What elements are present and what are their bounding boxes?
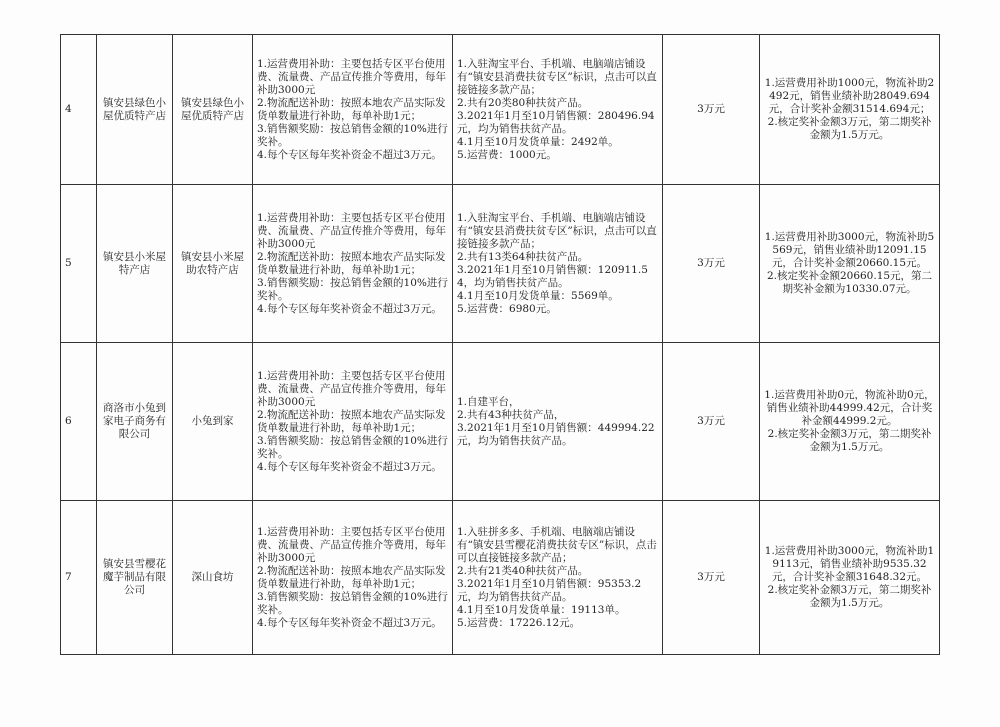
policy-text-line: 4.每个专区每年奖补资金不超过3万元。	[257, 616, 442, 629]
table-body	[61, 35, 940, 655]
table-row	[61, 501, 940, 655]
policy-text	[253, 501, 453, 655]
subsidy-amount: 3万元	[663, 343, 760, 501]
policy-text-line: 3.销售额奖励：按总销售金额的10%进行奖补。	[257, 434, 448, 460]
table-row	[61, 185, 940, 343]
shop-name: 深山食坊	[173, 501, 253, 655]
policy-text-line: 2.物流配送补助：按照本地农产品实际发货单数量进行补助，每单补助1元；	[257, 96, 446, 122]
operation-status-line: 3.2021年1月至10月销售额：95353.2元，均为销售扶贫产品。	[457, 577, 642, 603]
policy-text	[253, 35, 453, 185]
operation-status-line: 4.1月至10月发货单量：19113单。	[457, 603, 626, 616]
policy-text-line: 3.销售额奖励：按总销售金额的10%进行奖补。	[257, 590, 448, 616]
operation-status-line: 1.入驻淘宝平台、手机端、电脑端店铺设有“镇安县消费扶贫专区”标识，点击可以直接链接多款产品；	[457, 57, 657, 96]
subsidy-amount: 3万元	[663, 185, 760, 343]
operation-status-line: 3.2021年1月至10月销售额：120911.54，均为销售扶贫产品。	[457, 263, 648, 289]
policy-text-line: 2.物流配送补助：按照本地农产品实际发货单数量进行补助，每单补助1元；	[257, 408, 446, 434]
review-result-line: 2.核定奖补金额3万元，第二期奖补金额为1.5万元。	[767, 116, 932, 141]
row-number: 7	[61, 501, 97, 655]
review-result-line: 1.运营费用补助0元，物流补助0元，销售业绩补助44999.42元，合计奖补金额44999.2元。	[764, 389, 935, 427]
operation-status	[453, 343, 663, 501]
operation-status-line: 2.共有13类64种扶贫产品。	[457, 250, 589, 263]
row-number: 6	[61, 343, 97, 501]
policy-text	[253, 185, 453, 343]
policy-text	[253, 343, 453, 501]
row-number: 5	[61, 185, 97, 343]
policy-text-line: 4.每个专区每年奖补资金不超过3万元。	[257, 148, 442, 161]
policy-text-line: 4.每个专区每年奖补资金不超过3万元。	[257, 460, 442, 473]
operation-status-line: 1.入驻淘宝平台、手机端、电脑端店铺设有“镇安县消费扶贫专区”标识，点击可以直接链接多款产品；	[457, 211, 657, 250]
shop-name: 镇安县绿色小屋优质特产店	[173, 35, 253, 185]
policy-text-line: 2.物流配送补助：按照本地农产品实际发货单数量进行补助，每单补助1元；	[257, 564, 446, 590]
table-row	[61, 343, 940, 501]
policy-text-line: 2.物流配送补助：按照本地农产品实际发货单数量进行补助，每单补助1元；	[257, 250, 446, 276]
row-number: 4	[61, 35, 97, 185]
subsidy-table	[60, 34, 940, 655]
company-name: 镇安县小米屋特产店	[97, 185, 173, 343]
operation-status-line: 1.自建平台，	[457, 395, 520, 408]
review-result-line: 2.核定奖补金额3万元，第二期奖补金额为1.5万元。	[767, 584, 932, 609]
company-name: 镇安县雪樱花魔芋制品有限公司	[97, 501, 173, 655]
review-result-line: 1.运营费用补助3000元，物流补助5569元，销售业绩补助12091.15元，合计奖补金额20660.15元。	[764, 231, 935, 269]
policy-text-line: 3.销售额奖励：按总销售金额的10%进行奖补。	[257, 122, 448, 148]
company-name: 镇安县绿色小屋优质特产店	[97, 35, 173, 185]
operation-status-line: 2.共有20类80种扶贫产品。	[457, 96, 589, 109]
policy-text-line: 1.运营费用补助：主要包括专区平台使用费、流量费、产品宣传推介等费用，每年补助3000元	[257, 57, 446, 96]
review-result	[760, 185, 940, 343]
operation-status	[453, 185, 663, 343]
operation-status-line: 5.运营费：1000元。	[457, 148, 557, 161]
policy-text-line: 4.每个专区每年奖补资金不超过3万元。	[257, 302, 442, 315]
operation-status	[453, 501, 663, 655]
operation-status-line: 3.2021年1月至10月销售额：449994.22元，均为销售扶贫产品。	[457, 421, 655, 447]
review-result-line: 2.核定奖补金额20660.15元，第二期奖补金额为10330.07元。	[766, 270, 933, 295]
table-row	[61, 35, 940, 185]
operation-status	[453, 35, 663, 185]
operation-status-line: 3.2021年1月至10月销售额：280496.94元，均为销售扶贫产品。	[457, 109, 655, 135]
operation-status-line: 2.共有21类40种扶贫产品。	[457, 564, 589, 577]
policy-text-line: 1.运营费用补助：主要包括专区平台使用费、流量费、产品宣传推介等费用，每年补助3000元	[257, 525, 446, 564]
review-result	[760, 343, 940, 501]
operation-status-line: 1.入驻拼多多、手机端、电脑端店铺设有“镇安县雪樱花消费扶贫专区”标识，点击可以直接链接多款产品；	[457, 525, 657, 564]
review-result-line: 1.运营费用补助1000元，物流补助2492元，销售业绩补助28049.694元，合计奖补金额31514.694元；	[764, 77, 935, 115]
operation-status-line: 5.运营费：17226.12元。	[457, 616, 581, 629]
review-result	[760, 501, 940, 655]
review-result	[760, 35, 940, 185]
review-result-line: 2.核定奖补金额3万元，第二期奖补金额为1.5万元。	[767, 428, 932, 453]
company-name: 商洛市小兔到家电子商务有限公司	[97, 343, 173, 501]
review-result-line: 1.运营费用补助3000元，物流补助19113元，销售业绩补助9535.32元，合计奖补金额31648.32元。	[764, 545, 935, 583]
shop-name: 镇安县小米屋助农特产店	[173, 185, 253, 343]
operation-status-line: 5.运营费：6980元。	[457, 302, 557, 315]
operation-status-line: 2.共有43种扶贫产品，	[457, 408, 565, 421]
operation-status-line: 4.1月至10月发货单量：2492单。	[457, 135, 619, 148]
shop-name: 小兔到家	[173, 343, 253, 501]
policy-text-line: 3.销售额奖励：按总销售金额的10%进行奖补。	[257, 276, 448, 302]
subsidy-amount: 3万元	[663, 501, 760, 655]
subsidy-amount: 3万元	[663, 35, 760, 185]
policy-text-line: 1.运营费用补助：主要包括专区平台使用费、流量费、产品宣传推介等费用，每年补助3000元	[257, 369, 446, 408]
operation-status-line: 4.1月至10月发货单量：5569单。	[457, 289, 619, 302]
policy-text-line: 1.运营费用补助：主要包括专区平台使用费、流量费、产品宣传推介等费用，每年补助3000元	[257, 211, 446, 250]
